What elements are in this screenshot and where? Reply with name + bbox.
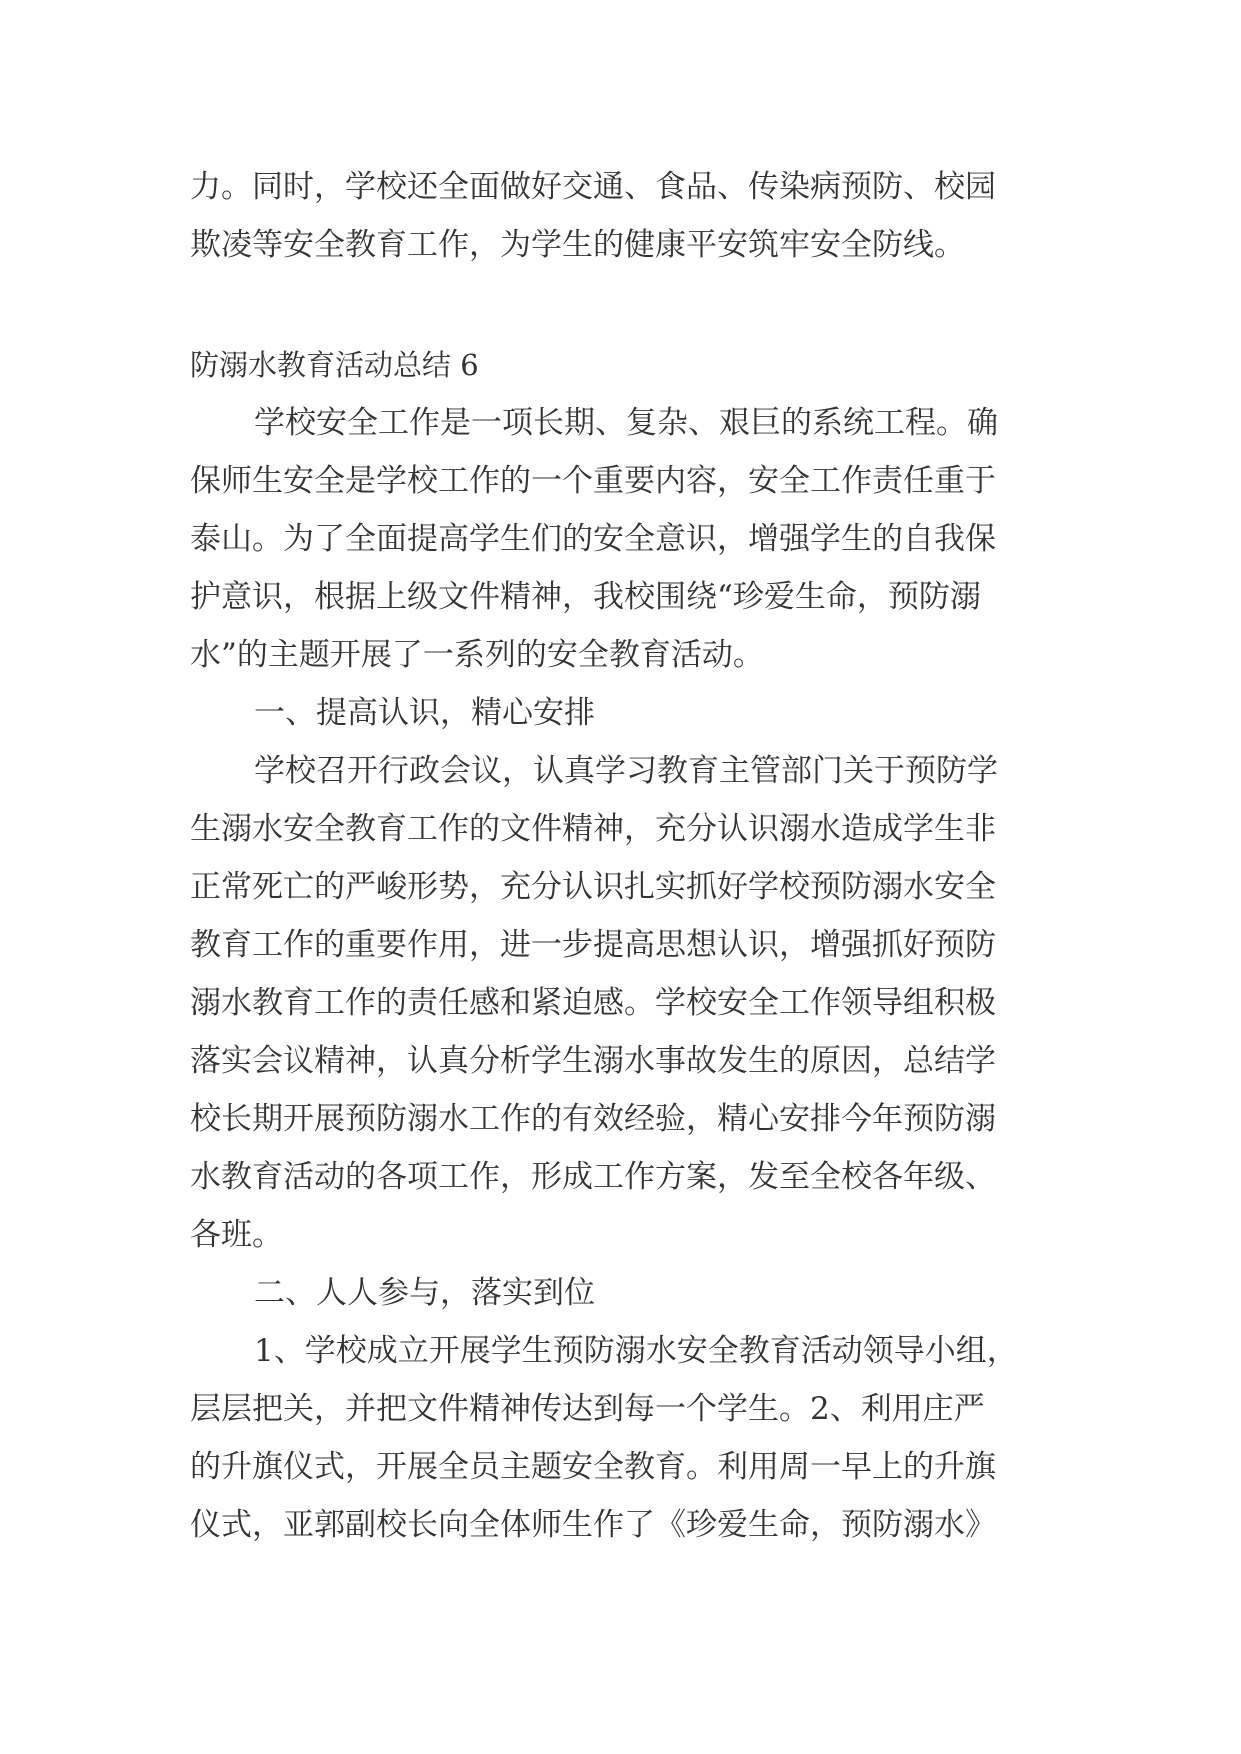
paragraph-line: 仪式，亚郭副校长向全体师生作了《珍爱生命，预防溺水》 — [190, 1507, 996, 1543]
paragraph-line: 层层把关，并把文件精神传达到每一个学生。2、利用庄严 — [190, 1391, 985, 1427]
paragraph-line: 落实会议精神，认真分析学生溺水事故发生的原因，总结学 — [190, 1043, 996, 1079]
paragraph-line: 教育工作的重要作用，进一步提高思想认识，增强抓好预防 — [190, 927, 996, 963]
paragraph-line: 水”的主题开展了一系列的安全教育活动。 — [190, 637, 764, 673]
paragraph-line: 校长期开展预防溺水工作的有效经验，精心安排今年预防溺 — [190, 1101, 996, 1137]
paragraph-line: 生溺水安全教育工作的文件精神，充分认识溺水造成学生非 — [190, 811, 996, 847]
paragraph-line: 正常死亡的严峻形势，充分认识扎实抓好学校预防溺水安全 — [190, 869, 996, 905]
subheading: 二、人人参与，落实到位 — [254, 1275, 595, 1311]
paragraph-line: 水教育活动的各项工作，形成工作方案，发至全校各年级、 — [190, 1159, 996, 1195]
paragraph-line: 护意识，根据上级文件精神，我校围绕“珍爱生命，预防溺 — [190, 579, 981, 615]
paragraph-line: 1、学校成立开展学生预防溺水安全教育活动领导小组， — [254, 1333, 1018, 1369]
paragraph-line: 各班。 — [190, 1217, 283, 1253]
paragraph-line: 力。同时，学校还全面做好交通、食品、传染病预防、校园 — [190, 169, 996, 205]
subheading: 一、提高认识，精心安排 — [254, 695, 595, 731]
paragraph-line: 欺凌等安全教育工作，为学生的健康平安筑牢安全防线。 — [190, 227, 965, 263]
document-page — [190, 158, 1060, 1554]
paragraph-line: 学校召开行政会议，认真学习教育主管部门关于预防学 — [254, 753, 998, 789]
paragraph-line: 泰山。为了全面提高学生们的安全意识，增强学生的自我保 — [190, 521, 996, 557]
paragraph-line: 的升旗仪式，开展全员主题安全教育。利用周一早上的升旗 — [190, 1449, 996, 1485]
paragraph-line: 学校安全工作是一项长期、复杂、艰巨的系统工程。确 — [254, 405, 998, 441]
paragraph-line: 溺水教育工作的责任感和紧迫感。学校安全工作领导组积极 — [190, 985, 996, 1021]
paragraph-line: 保师生安全是学校工作的一个重要内容，安全工作责任重于 — [190, 463, 996, 499]
section-title: 防溺水教育活动总结 6 — [190, 348, 479, 382]
